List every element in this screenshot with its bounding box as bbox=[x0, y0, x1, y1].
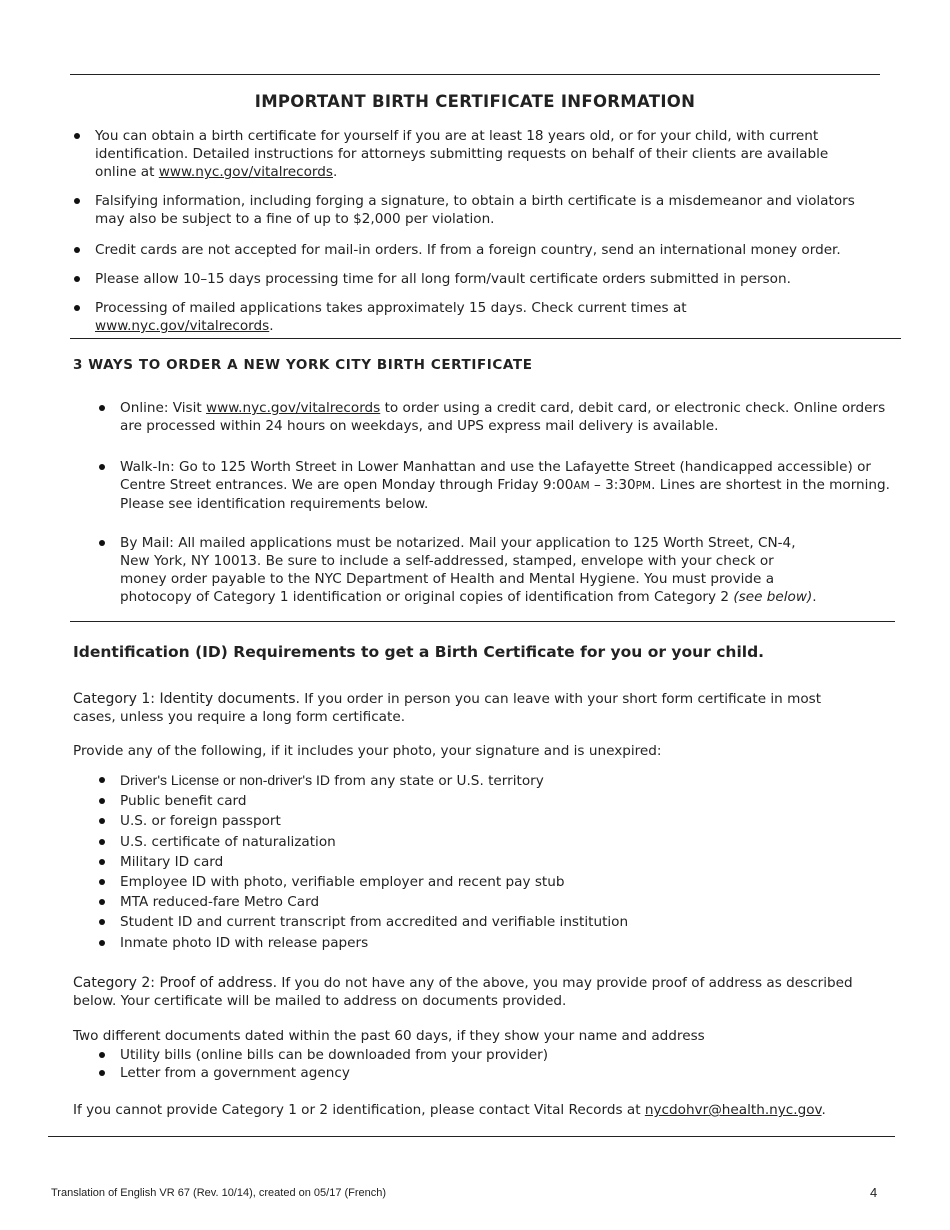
bullet-icon bbox=[99, 859, 105, 865]
bullet-icon bbox=[99, 464, 105, 470]
bullet-icon bbox=[99, 798, 105, 804]
bullet-icon bbox=[99, 818, 105, 824]
bullet-icon bbox=[99, 940, 105, 946]
vitalrecords-link[interactable]: www.nyc.gov/vitalrecords bbox=[95, 318, 270, 334]
list-item: Falsifying information, including forging a signature, to obtain a birth certificate is a misdemeanor and violators may also be subject to a fine of up to $2,000 per violation. bbox=[95, 192, 865, 228]
category2-heading: Category 2: Proof of address. bbox=[73, 975, 278, 991]
section2-bottom-rule bbox=[70, 621, 895, 622]
list-item: You can obtain a birth certificate for yourself if you are at least 18 years old, or for your child, with current identification. Detailed instructions for attorneys submitting requests on behalf of their clients are available online at www.nyc.gov/vitalrecords. bbox=[95, 127, 865, 181]
top-rule bbox=[70, 74, 880, 75]
vitalrecords-link[interactable]: www.nyc.gov/vitalrecords bbox=[206, 400, 381, 416]
list-item: Processing of mailed applications takes approximately 15 days. Check current times at www.nyc.gov/vitalrecords. bbox=[95, 299, 865, 335]
bullet-icon bbox=[74, 133, 80, 139]
order-ways-list bbox=[120, 399, 895, 606]
section3-title: Identification (ID) Requirements to get a Birth Certificate for you or your child. bbox=[73, 643, 765, 661]
list-item: Military ID card bbox=[120, 852, 880, 872]
bullet-icon bbox=[99, 405, 105, 411]
category2-paragraph: Category 2: Proof of address. If you do not have any of the above, you may provide proof of address as described below. Your certificate will be mailed to address on documents provided. bbox=[73, 975, 853, 1009]
bullet-icon bbox=[99, 1052, 105, 1058]
bullet-icon bbox=[99, 879, 105, 885]
bullet-icon bbox=[74, 198, 80, 204]
bullet-icon bbox=[99, 540, 105, 546]
list-item: Student ID and current transcript from accredited and verifiable institution bbox=[120, 912, 880, 932]
section3-bottom-rule bbox=[48, 1136, 895, 1137]
bullet-icon bbox=[99, 1070, 105, 1076]
category1-heading: Category 1: Identity documents. bbox=[73, 691, 300, 707]
bullet-icon bbox=[99, 899, 105, 905]
list-item: Employee ID with photo, verifiable employer and recent pay stub bbox=[120, 872, 880, 892]
category1-list bbox=[120, 770, 880, 953]
list-item: U.S. or foreign passport bbox=[120, 811, 880, 831]
list-item: MTA reduced-fare Metro Card bbox=[120, 892, 880, 912]
contact-email-link[interactable]: nycdohvr@health.nyc.gov bbox=[644, 1102, 822, 1118]
bullet-icon bbox=[99, 839, 105, 845]
provide-any-text: Provide any of the following, if it includes your photo, your signature and is unexpired: bbox=[73, 743, 662, 759]
list-item: Inmate photo ID with release papers bbox=[120, 933, 880, 953]
list-item-mail: By Mail: All mailed applications must be notarized. Mail your application to 125 Worth Street, CN-4, New York, NY 10013. Be sure to include a self-addressed, stamped, envelope with your check or money order payable to the NYC Department of Health and Mental Hygiene. You must provide a photocopy of Category 1 identification or original copies of identification from Category 2 (see below). bbox=[120, 534, 820, 606]
list-item: Credit cards are not accepted for mail-in orders. If from a foreign country, send an international money order. bbox=[95, 241, 865, 259]
two-documents-text: Two different documents dated within the past 60 days, if they show your name and address bbox=[73, 1028, 705, 1044]
category2-list bbox=[120, 1046, 880, 1082]
list-item: Please allow 10–15 days processing time for all long form/vault certificate orders submitted in person. bbox=[95, 270, 865, 288]
list-item: Driver's License or non-driver's ID from any state or U.S. territory bbox=[120, 770, 880, 791]
list-item: Utility bills (online bills can be downloaded from your provider) bbox=[120, 1046, 880, 1064]
category1-paragraph: Category 1: Identity documents. If you order in person you can leave with your short form certificate in most cases, unless you require a long form certificate. bbox=[73, 691, 822, 725]
bullet-icon bbox=[74, 305, 80, 311]
list-item: Public benefit card bbox=[120, 791, 880, 811]
list-item: U.S. certificate of naturalization bbox=[120, 832, 880, 852]
section1-title: IMPORTANT BIRTH CERTIFICATE INFORMATION bbox=[254, 92, 696, 111]
page-number: 4 bbox=[870, 1185, 878, 1200]
list-item-online: Online: Visit www.nyc.gov/vitalrecords to order using a credit card, debit card, or electronic check. Online orders are processed within 24 hours on weekdays, and UPS express mail delivery is available. bbox=[120, 399, 895, 435]
section-important-info bbox=[0, 92, 950, 111]
bullet-icon bbox=[74, 247, 80, 253]
list-item: Letter from a government agency bbox=[120, 1064, 880, 1082]
bullet-icon bbox=[99, 777, 105, 783]
bullet-icon bbox=[99, 919, 105, 925]
important-info-list bbox=[95, 127, 865, 335]
section1-bottom-rule bbox=[70, 338, 901, 339]
footer-translation-note: Translation of English VR 67 (Rev. 10/14), created on 05/17 (French) bbox=[51, 1187, 387, 1199]
contact-paragraph: If you cannot provide Category 1 or 2 identification, please contact Vital Records at nycdohvr@health.nyc.gov. bbox=[73, 1102, 826, 1118]
vitalrecords-link[interactable]: www.nyc.gov/vitalrecords bbox=[158, 164, 333, 180]
section2-title: 3 WAYS TO ORDER A NEW YORK CITY BIRTH CERTIFICATE bbox=[73, 357, 533, 373]
list-item-walkin: Walk-In: Go to 125 Worth Street in Lower Manhattan and use the Lafayette Street (handicapped accessible) or Centre Street entrances. We are open Monday through Friday 9:00AM – 3:30PM. Lines are shortest in the morning. Please see identification requirements below. bbox=[120, 458, 890, 513]
bullet-icon bbox=[74, 276, 80, 282]
